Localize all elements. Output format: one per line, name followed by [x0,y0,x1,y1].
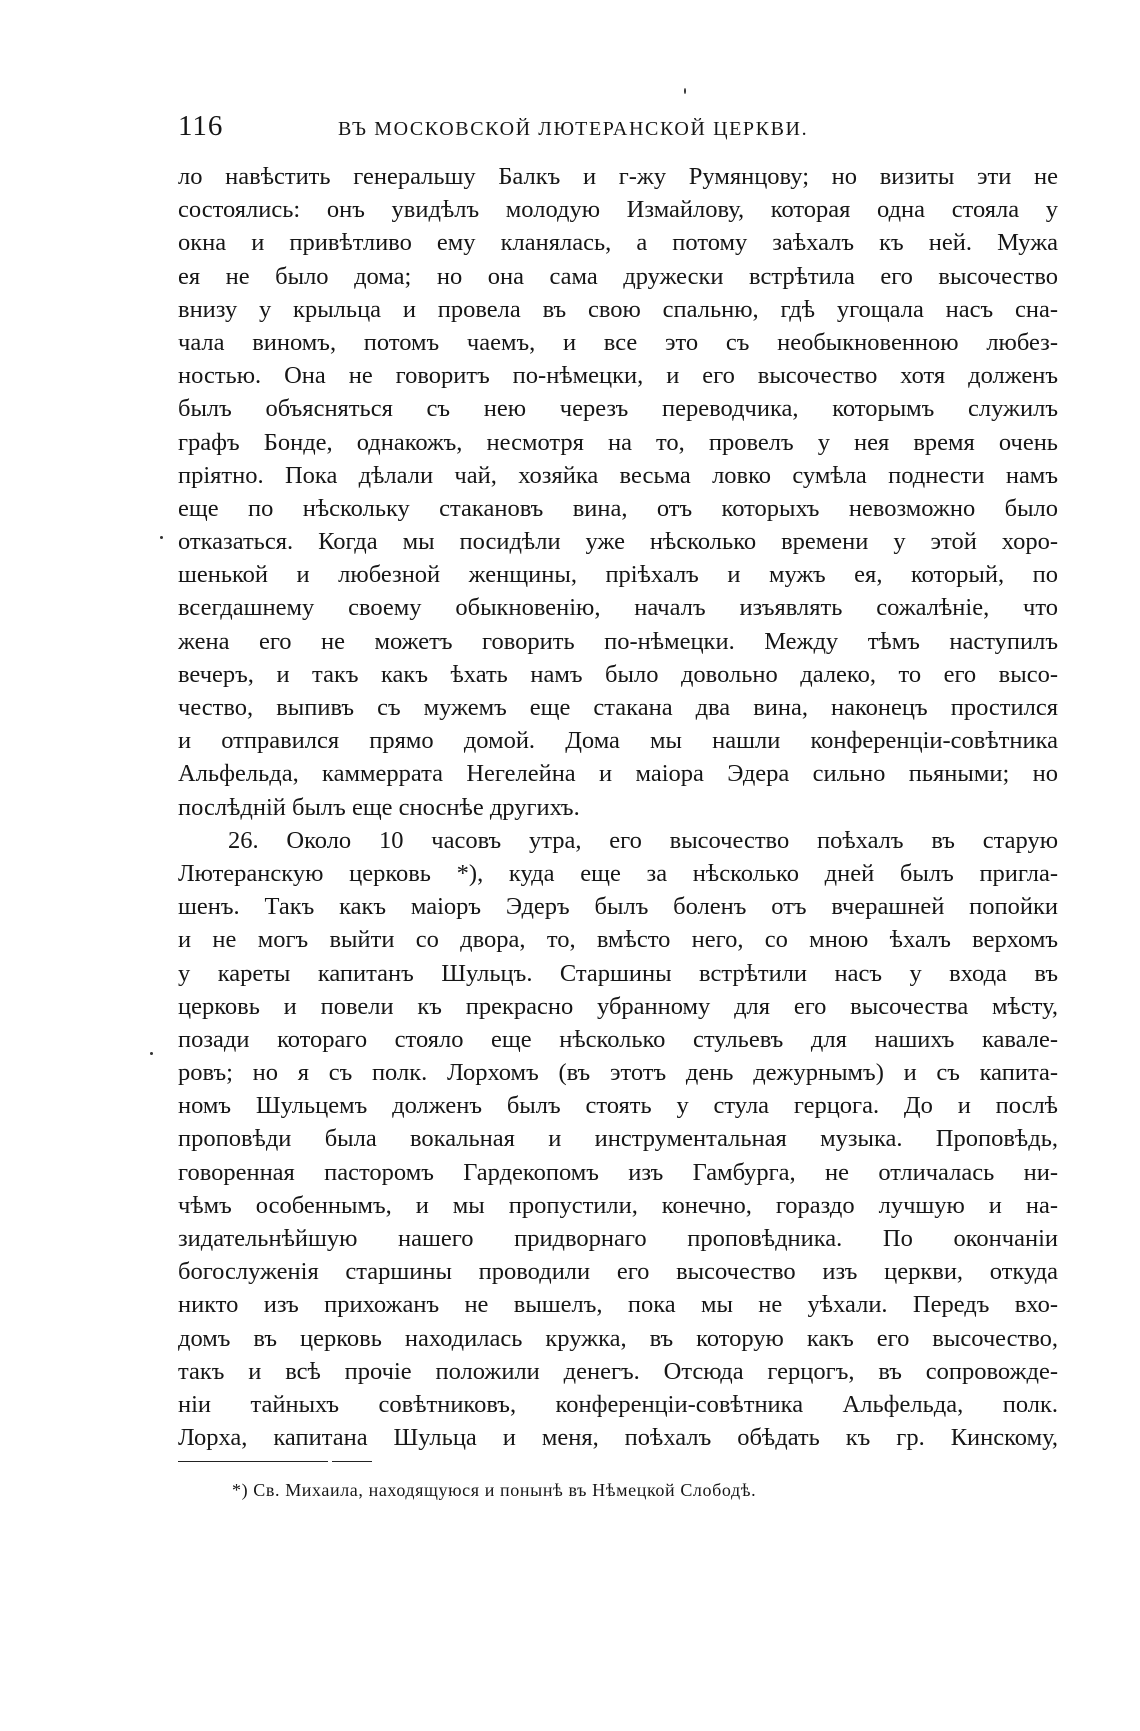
running-head: ВЪ МОСКОВСКОЙ ЛЮТЕРАНСКОЙ ЦЕРКВИ. [338,118,809,140]
text-line: говоренная пасторомъ Гардекопомъ изъ Гамбурга, не отличалась ни- [178,1158,1058,1186]
text-line: у кареты капитанъ Шульцъ. Старшины встрѣтили насъ у входа въ [178,959,1058,987]
footnote: *) Св. Михаила, находящуюся и понынѣ въ Нѣмецкой Слободѣ. [232,1480,757,1500]
text-line: никто изъ прихожанъ не вышелъ, пока мы не уѣхали. Передъ вхо- [178,1291,1058,1319]
text-line: ностью. Она не говоритъ по-нѣмецки, и его высочество хотя долженъ [178,362,1058,390]
print-speck [160,536,163,539]
text-line: позади котораго стояло еще нѣсколько стульевъ для нашихъ кавале- [178,1025,1058,1053]
text-line: чество, выпивъ съ мужемъ еще стакана два вина, наконецъ простился [178,694,1058,721]
text-line: внизу у крыльца и провела въ свою спальню, гдѣ угощала насъ сна- [178,295,1058,323]
text-line: пріятно. Пока дѣлали чай, хозяйка весьма ловко сумѣла поднести намъ [178,461,1058,489]
text-line: вечеръ, и такъ какъ ѣхать намъ было довольно далеко, то его высо- [178,660,1058,688]
text-line: чѣмъ особеннымъ, и мы пропустили, конечно, гораздо лучшую и на- [178,1191,1058,1219]
text-line: и не могъ выйти со двора, то, вмѣсто него, со мною ѣхалъ верхомъ [178,926,1058,954]
paragraph-start-line: 26. Около 10 часовъ утра, его высочество поѣхалъ въ старую [228,826,1058,854]
text-line: окна и привѣтливо ему кланялась, а потому заѣхалъ къ ней. Мужа [178,229,1058,257]
text-line: еще по нѣскольку стакановъ вина, отъ которыхъ невозможно было [178,494,1058,522]
text-line: Лютеранскую церковь *), куда еще за нѣсколько дней былъ пригла- [178,859,1058,887]
text-line: ло навѣстить генеральшу Балкъ и г-жу Румянцову; но визиты эти не [178,163,1058,190]
text-line: такъ и всѣ прочіе положили денегъ. Отсюда герцогъ, въ сопровожде- [178,1357,1058,1385]
text-line: шенъ. Такъ какъ маіоръ Эдеръ былъ боленъ отъ вчерашней попойки [178,893,1058,921]
text-line: всегдашнему своему обыкновенію, началъ изъявлять сожалѣніе, что [178,594,1058,622]
text-line: ніи тайныхъ совѣтниковъ, конференціи-совѣтника Альфельда, полк. [178,1390,1058,1418]
text-line: отказаться. Когда мы посидѣли уже нѣсколько времени у этой хоро- [178,528,1058,556]
text-line: Лорха, капитана Шульца и меня, поѣхалъ обѣдать къ гр. Кинскому, [178,1424,1058,1452]
page-header [178,110,1058,146]
print-speck [684,88,686,94]
text-line: зидательнѣйшую нашего придворнаго проповѣдника. По окончаніи [178,1225,1058,1252]
body-text [178,160,1058,1454]
page-number: 116 [178,110,224,142]
text-line: церковь и повели къ прекрасно убранному для его высочества мѣсту, [178,992,1058,1020]
footnote-divider-segment [332,1461,372,1462]
text-line: номъ Шульцемъ долженъ былъ стоять у стула герцога. До и послѣ [178,1092,1058,1120]
text-line: проповѣди была вокальная и инструментальная музыка. Проповѣдь, [178,1125,1058,1153]
text-line: домъ въ церковь находилась кружка, въ которую какъ его высочество, [178,1324,1058,1352]
text-line: ровъ; но я съ полк. Лорхомъ (въ этотъ день дежурнымъ) и съ капита- [178,1059,1058,1087]
text-line: Альфельда, каммеррата Негелейна и маіора Эдера сильно пьяными; но [178,760,1058,788]
text-line: богослуженія старшины проводили его высочество изъ церкви, откуда [178,1258,1058,1286]
text-line: состоялись: онъ увидѣлъ молодую Измайлову, которая одна стояла у [178,196,1058,224]
text-line: былъ объясняться съ нею черезъ переводчика, которымъ служилъ [178,395,1058,423]
text-line: ея не было дома; но она сама дружески встрѣтила его высочество [178,262,1058,290]
text-line: жена его не можетъ говорить по-нѣмецки. Между тѣмъ наступилъ [178,627,1058,655]
text-line: шенькой и любезной женщины, пріѣхалъ и мужъ ея, который, по [178,561,1058,589]
text-line: графъ Бонде, однакожъ, несмотря на то, провелъ у нея время очень [178,428,1058,456]
text-line: чала виномъ, потомъ чаемъ, и все это съ необыкновенною любез- [178,328,1058,356]
text-line: и отправился прямо домой. Дома мы нашли конференціи-совѣтника [178,727,1058,755]
footnote-divider [178,1461,328,1462]
text-line: послѣдній былъ еще сноснѣе другихъ. [178,793,580,821]
print-speck [150,1052,153,1055]
